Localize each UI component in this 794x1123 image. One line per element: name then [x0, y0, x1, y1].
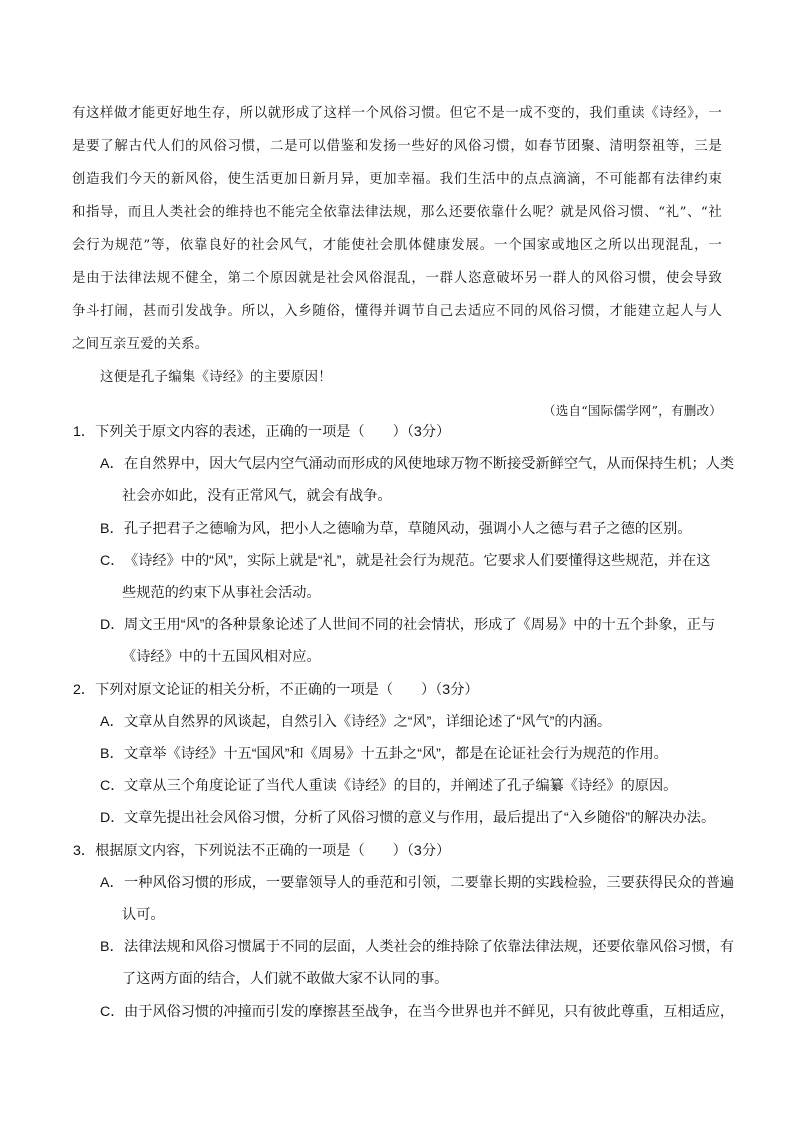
reading-passage — [72, 97, 722, 427]
option-c: C．《诗经》中的“风”，实际上就是“礼”，就是社会行为规范。它要求人们要懂得这些规范，并在这 些规范的约束下从事社会活动。 — [100, 545, 731, 609]
question-list — [73, 416, 733, 1028]
option-letter: D． — [100, 617, 125, 634]
option-b: B．孔子把君子之德喻为风，把小人之德喻为草，草随风动，强调小人之德与君子之德的区别。 — [100, 513, 731, 545]
option-c: C．文章从三个角度论证了当代人重读《诗经》的目的，并阐述了孔子编纂《诗经》的原因。 — [100, 770, 731, 802]
question-stem: 2．下列对原文论证的相关分析，不正确的一项是（ ）（3分） — [73, 681, 479, 698]
option-letter: B． — [100, 520, 124, 537]
option-letter: D． — [100, 810, 125, 827]
passage-line: 争斗打闹，甚而引发战争。所以，入乡随俗，懂得并调节自己去适应不同的风俗习惯，才能建立起人与人 — [72, 304, 722, 319]
option-b: B．文章举《诗经》十五“国风”和《周易》十五卦之“风”，都是在论证社会行为规范的作用。 — [100, 738, 731, 770]
passage-source: （选自“国际儒学网”，有删改） — [542, 403, 722, 418]
option-d: D．周文王用“风”的各种景象论述了人世间不同的社会情状，形成了《周易》中的十五个卦象，正与 《诗经》中的十五国风相对应。 — [100, 609, 731, 673]
passage-line: 和指导，而且人类社会的维持也不能完全依靠法律法规，那么还要依靠什么呢？就是风俗习惯、“礼”、“社 — [72, 205, 722, 220]
option-letter: C． — [100, 552, 125, 569]
option-a: A．文章从自然界的风谈起，自然引入《诗经》之“风”，详细论述了“风气”的内涵。 — [100, 706, 731, 738]
question-3 — [73, 835, 733, 1028]
option-letter: C． — [100, 778, 125, 795]
option-letter: A． — [100, 456, 124, 473]
passage-line: 创造我们今天的新风俗，使生活更加日新月异，更加幸福。我们生活中的点点滴滴，不可能都有法律约束 — [72, 172, 722, 187]
question-stem: 3．根据原文内容，下列说法不正确的一项是（ ）（3分） — [73, 842, 451, 859]
option-letter: A． — [100, 874, 124, 891]
option-a: A．一种风俗习惯的形成，一要靠领导人的垂范和引领，二要靠长期的实践检验，三要获得民众的普遍 认可。 — [100, 867, 731, 931]
option-letter: A． — [100, 713, 124, 730]
passage-line: 会行为规范”等，依靠良好的社会风气，才能使社会肌体健康发展。一个国家或地区之所以出现混乱，一 — [72, 238, 722, 253]
question-stem: 1．下列关于原文内容的表述，正确的一项是（ ）（3分） — [73, 424, 451, 440]
passage-line: 是要了解古代人们的风俗习惯，二是可以借鉴和发扬一些好的风俗习惯，如春节团聚、清明祭祖等，三是 — [72, 139, 722, 154]
option-letter: B． — [100, 746, 124, 763]
option-letter: B． — [100, 939, 124, 956]
passage-line: 是由于法律法规不健全，第二个原因就是社会风俗混乱，一群人恣意破坏另一群人的风俗习惯，使会导致 — [72, 271, 722, 286]
option-letter: C． — [100, 1003, 125, 1020]
option-b: B．法律法规和风俗习惯属于不同的层面，人类社会的维持除了依靠法律法规，还要依靠风俗习惯，有 了这两方面的结合，人们就不敢做大家不认同的事。 — [100, 931, 731, 995]
passage-line: 有这样做才能更好地生存，所以就形成了这样一个风俗习惯。但它不是一成不变的，我们重读《诗经》，一 — [72, 106, 722, 121]
option-a: A．在自然界中，因大气层内空气涌动而形成的风使地球万物不断接受新鲜空气，从而保持生机；人类 社会亦如此，没有正常风气，就会有战争。 — [100, 448, 731, 512]
passage-closing: 这便是孔子编集《诗经》的主要原因！ — [100, 370, 332, 385]
question-2 — [73, 674, 733, 835]
option-d: D．文章先提出社会风俗习惯，分析了风俗习惯的意义与作用，最后提出了“入乡随俗”的解决办法。 — [100, 802, 731, 834]
passage-line: 之间互亲互爱的关系。 — [72, 337, 209, 352]
question-1 — [73, 416, 733, 674]
option-c: C．由于风俗习惯的冲撞而引发的摩擦甚至战争，在当今世界也并不鲜见，只有彼此尊重，互相适应， — [100, 996, 731, 1028]
